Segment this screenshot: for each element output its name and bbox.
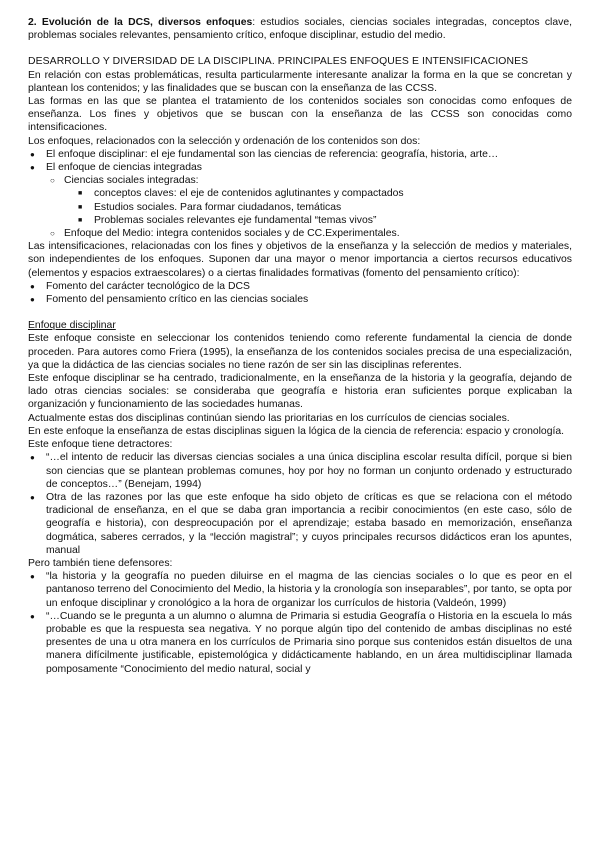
intensifications-list: [28, 280, 572, 306]
integrated-items-list: [64, 187, 572, 227]
list-item: ● Fomento del carácter tecnológico de la DCS: [46, 280, 572, 293]
section-heading-paragraph: [28, 16, 572, 42]
list-item: ■ conceptos claves: el eje de contenidos aglutinantes y compactados: [94, 187, 572, 200]
integrated-sub-label: Ciencias sociales integradas:: [64, 175, 199, 187]
list-item: ■ Problemas sociales relevantes eje fundamental “temas vivos”: [94, 214, 572, 227]
list-item: ● Otra de las razones por las que este enfoque ha sido objeto de críticas es que se relaciona con el método tradicional de enseñanza, en el que se daba gran importancia a recibir conocimientos (en este caso, sólo de geografía e historia), con despreocupación por el aprendizaje; estaba basado en memorización, enseñanza dogmática, saberes cerrados, y la “lección magistral”; y cuyos principales recursos didácticos eran los apuntes, manual: [46, 491, 572, 557]
approaches-list: [28, 148, 572, 240]
development-paragraph-1: En relación con estas problemáticas, resulta particularmente interesante analizar la forma en la que se concretan y plantean los contenidos; y las finalidades que se buscan con la enseñanza de las CCSS.: [28, 69, 572, 94]
list-item: ● Fomento del pensamiento crítico en las ciencias sociales: [46, 293, 572, 306]
detractors-list: [28, 451, 572, 557]
detractors-intro: Este enfoque tiene detractores:: [28, 439, 173, 451]
list-item: ● “…Cuando se le pregunta a un alumno o alumna de Primaria si estudia Geografía o Historia en la escuela lo más probable es que la respuesta sea negativa. Y no porque algún tipo del contenido de ambas disciplinas no esté presentes de una u otra manera en los currículos de Primaria sino porque sus contenidos están disueltos de una manera difícilmente justificable, epistemológica y didácticamente hablando, en un área multidisciplinar llamada pomposamente “Conocimiento del medio natural, social y: [46, 610, 572, 676]
list-item: ○ Enfoque del Medio: integra contenidos sociales y de CC.Experimentales.: [64, 227, 572, 240]
list-item: ● “la historia y la geografía no pueden diluirse en el magma de las ciencias sociales o lo que es peor en el pantanoso terreno del Conocimiento del Medio, la historia y la cronología son inseparables”, por tanto, se opta por un enfoque disciplinar y cronológico a la hora de organizar los currículos de historia (Valdeón, 1999): [46, 570, 572, 610]
development-paragraph-3: Los enfoques, relacionados con la selección y ordenación de los contenidos son dos:: [28, 135, 421, 147]
list-item: ● “…el intento de reducir las diversas ciencias sociales a una única disciplina escolar resulta difícil, porque si bien son ciencias que se plantean problemas comunes, hoy por hoy no forman un conjunto ordenado y estructurado de conceptos…” (Benejam, 1994): [46, 451, 572, 491]
list-item: ■ Estudios sociales. Para formar ciudadanos, temáticas: [94, 201, 572, 214]
disciplinary-paragraph-4: En este enfoque la enseñanza de estas disciplinas siguen la lógica de la ciencia de referencia: espacio y cronología.: [28, 425, 565, 437]
disciplinary-title: Enfoque disciplinar: [28, 320, 116, 332]
section-heading: 2. Evolución de la DCS, diversos enfoques: [28, 17, 253, 28]
list-item: [64, 174, 572, 227]
list-item: ● El enfoque disciplinar: el eje fundamental son las ciencias de referencia: geografía, historia, arte…: [46, 148, 572, 161]
disciplinary-paragraph-1: Este enfoque consiste en seleccionar los contenidos teniendo como referente fundamental la ciencia de donde proceden. Para autores como Friera (1995), la enseñanza de los contenidos sociales precisa de una especialización, ya que la didáctica de las ciencias sociales no tiene razón de ser sin las disciplinas referentes.: [28, 333, 572, 371]
section-keywords: : estudios sociales, ciencias sociales integradas, conceptos clave, problemas sociales relevantes, pensamiento crítico, enfoque disciplinar, estudio del medio.: [28, 17, 572, 42]
approach-integrated-label: El enfoque de ciencias integradas: [46, 162, 202, 174]
development-title: DESARROLLO Y DIVERSIDAD DE LA DISCIPLINA. PRINCIPALES ENFOQUES E INTENSIFICACIONES: [28, 56, 529, 68]
defenders-list: [28, 570, 572, 676]
defenders-intro: Pero también tiene defensores:: [28, 557, 173, 569]
disciplinary-paragraph-2: Este enfoque disciplinar se ha centrado, tradicionalmente, en la enseñanza de la historia y la geografía, dejando de lado otras ciencias sociales: se consideraba que geografía e historia eran suficientes porque explicaban la organización y funcionamiento de las sociedades humanas.: [28, 373, 572, 411]
disciplinary-paragraph-3: Actualmente estas dos disciplinas continúan siendo las prioritarias en los currículos de ciencias sociales.: [28, 412, 510, 424]
development-paragraph-4: Las intensificaciones, relacionadas con los fines y objetivos de la enseñanza y la selección de medios y materiales, son independientes de los enfoques. Suponen dar una mayor o menor importancia a ciertos recursos educativos (elementos y espacios extraescolares) o a ciertas finalidades formativas (fomento del pensamiento crítico):: [28, 241, 572, 279]
integrated-sublist: [46, 174, 572, 240]
development-paragraph-2: Las formas en las que se plantea el tratamiento de los contenidos sociales son conocidas como enfoques de enseñanza. Los fines y objetivos que se buscan con la enseñanza de las CCSS son conocidas como intensificaciones.: [28, 96, 572, 134]
list-item: [46, 161, 572, 240]
